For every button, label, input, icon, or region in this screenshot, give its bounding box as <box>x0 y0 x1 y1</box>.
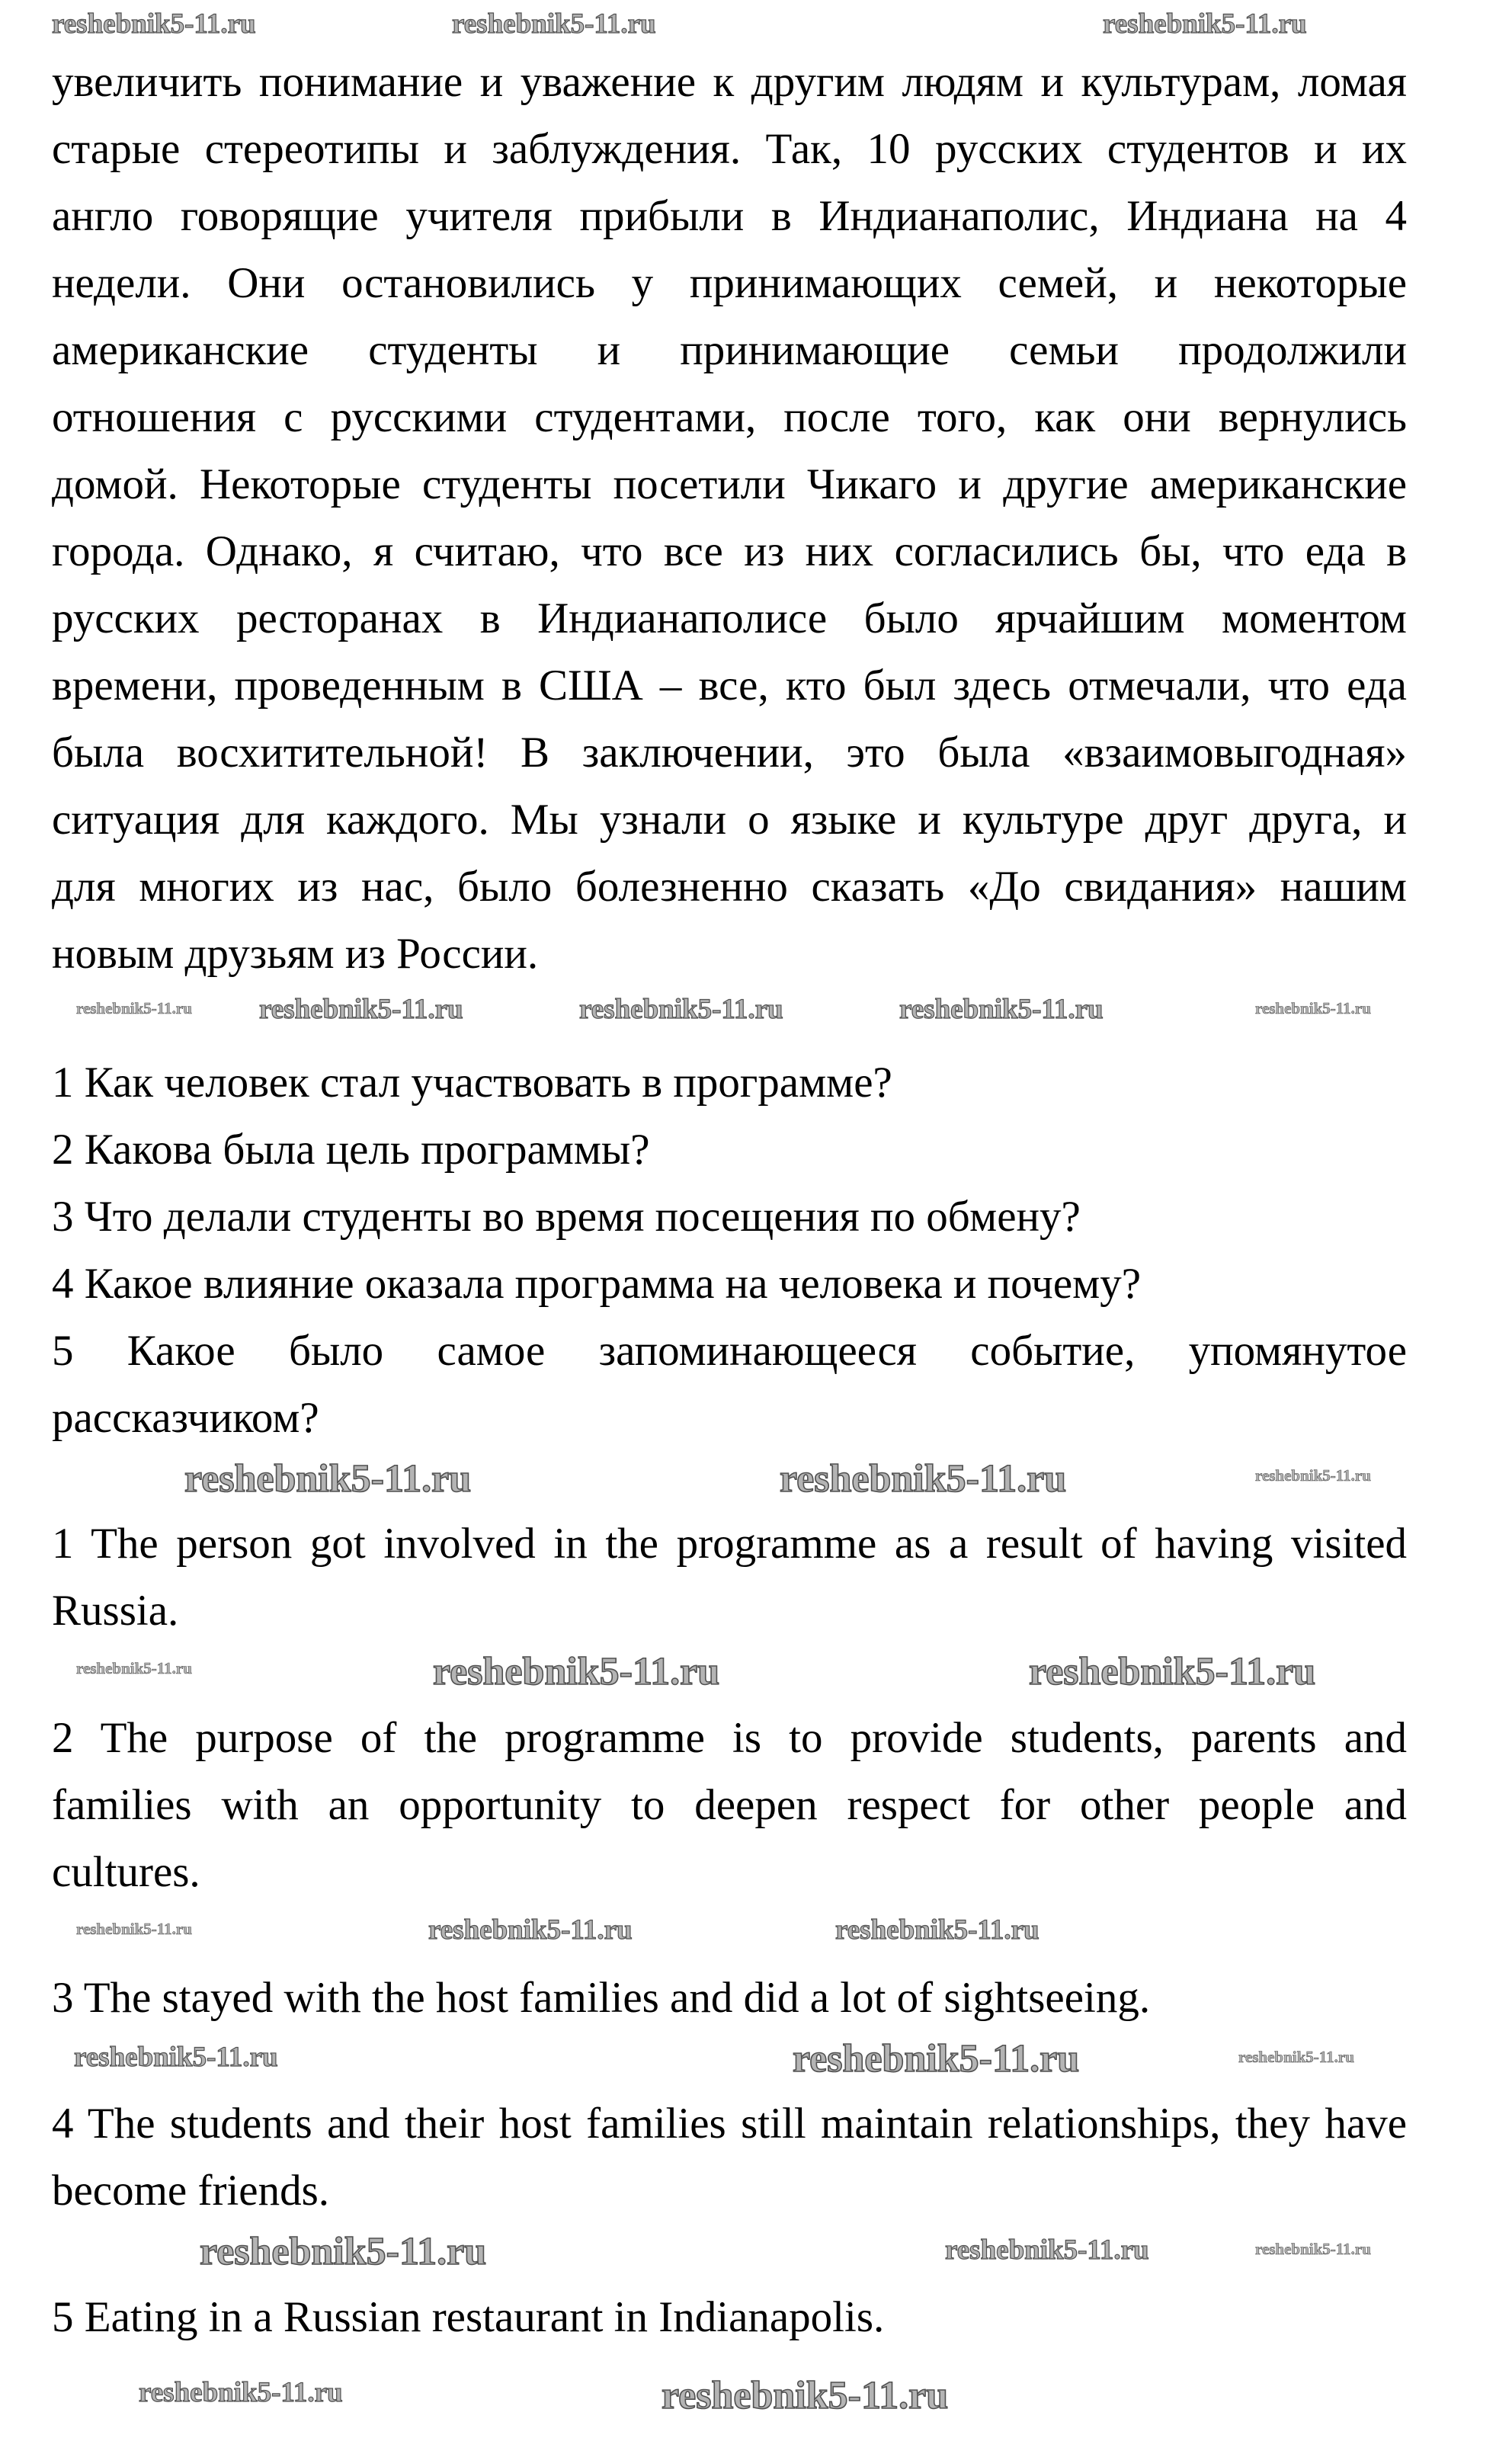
text-line: американские студенты и принимающие семьи продолжили <box>52 326 1407 374</box>
question-2: 2 Какова была цель программы? <box>52 1126 650 1174</box>
answer-3 <box>52 1965 1407 2032</box>
watermark: reshebnik5-11.ru <box>139 2377 343 2408</box>
watermark: reshebnik5-11.ru <box>74 2042 278 2073</box>
watermark: reshebnik5-11.ru <box>945 2234 1149 2266</box>
text-line: города. Однако, я считаю, что все из них согласились бы, что еда в <box>52 527 1407 575</box>
watermark: reshebnik5-11.ru <box>452 8 656 40</box>
watermark: reshebnik5-11.ru <box>184 1457 472 1501</box>
questions-list <box>52 1049 1407 1452</box>
text-line: 4 The students and their host families still maintain relationships, they have <box>52 2100 1407 2148</box>
text-line: времени, проведенным в США – все, кто был здесь отмечали, что еда <box>52 662 1407 710</box>
text-line: ситуация для каждого. Мы узнали о языке и культуре друг друга, и <box>52 796 1407 844</box>
text-line: отношения с русскими студентами, после того, как они вернулись <box>52 393 1407 441</box>
watermark: reshebnik5-11.ru <box>428 1914 633 1946</box>
watermark: reshebnik5-11.ru <box>579 994 783 1025</box>
watermark: reshebnik5-11.ru <box>200 2230 487 2273</box>
watermark: reshebnik5-11.ru <box>1029 1650 1316 1693</box>
watermark: reshebnik5-11.ru <box>1238 2048 1354 2066</box>
text-line: become friends. <box>52 2167 330 2215</box>
watermark: reshebnik5-11.ru <box>76 1659 192 1677</box>
text-line: для многих из нас, было болезненно сказать «До свидания» нашим <box>52 863 1407 911</box>
text-line: 3 The stayed with the host families and did a lot of sightseeing. <box>52 1974 1151 2022</box>
watermark: reshebnik5-11.ru <box>899 994 1104 1025</box>
question-3: 3 Что делали студенты во время посещения по обмену? <box>52 1193 1081 1241</box>
watermark: reshebnik5-11.ru <box>259 994 463 1025</box>
question-4: 4 Какое влияние оказала программа на человека и почему? <box>52 1260 1142 1308</box>
text-line: недели. Они остановились у принимающих семей, и некоторые <box>52 259 1407 307</box>
question-5: 5 Какое было самое запоминающееся событие, упомянутое <box>52 1327 1407 1375</box>
text-line: русских ресторанах в Индианаполисе было ярчайшим моментом <box>52 594 1407 642</box>
watermark: reshebnik5-11.ru <box>1255 1466 1371 1485</box>
answer-2 <box>52 1705 1407 1906</box>
watermark: reshebnik5-11.ru <box>52 8 256 40</box>
text-line: домой. Некоторые студенты посетили Чикаго и другие американские <box>52 460 1407 508</box>
paragraph-text <box>52 49 1407 988</box>
text-line: старые стереотипы и заблуждения. Так, 10 русских студентов и их <box>52 125 1407 173</box>
watermark: reshebnik5-11.ru <box>76 1920 192 1938</box>
watermark: reshebnik5-11.ru <box>1103 8 1307 40</box>
text-line: англо говорящие учителя прибыли в Индианаполис, Индиана на 4 <box>52 192 1407 240</box>
watermark: reshebnik5-11.ru <box>780 1457 1067 1501</box>
watermark: reshebnik5-11.ru <box>835 1914 1040 1946</box>
watermark: reshebnik5-11.ru <box>662 2374 949 2417</box>
text-line: 5 Eating in a Russian restaurant in Indianapolis. <box>52 2293 885 2341</box>
answer-4 <box>52 2090 1407 2225</box>
text-line: 1 The person got involved in the programme as a result of having visited <box>52 1520 1407 1568</box>
text-line: увеличить понимание и уважение к другим людям и культурам, ломая <box>52 58 1407 106</box>
answer-5 <box>52 2284 1407 2351</box>
text-line: families with an opportunity to deepen respect for other people and <box>52 1781 1407 1829</box>
watermark: reshebnik5-11.ru <box>1255 2240 1371 2258</box>
watermark: reshebnik5-11.ru <box>793 2037 1080 2081</box>
text-line: Russia. <box>52 1587 179 1635</box>
question-5-cont: рассказчиком? <box>52 1394 319 1442</box>
text-line: cultures. <box>52 1848 200 1896</box>
question-1: 1 Как человек стал участвовать в программе? <box>52 1059 892 1107</box>
text-line: новым друзьям из России. <box>52 930 539 978</box>
watermark: reshebnik5-11.ru <box>1255 999 1371 1017</box>
watermark: reshebnik5-11.ru <box>76 999 192 1017</box>
answer-1 <box>52 1510 1407 1645</box>
text-line: была восхитительной! В заключении, это была «взаимовыгодная» <box>52 729 1407 777</box>
watermark: reshebnik5-11.ru <box>433 1650 720 1693</box>
text-line: 2 The purpose of the programme is to provide students, parents and <box>52 1714 1407 1762</box>
